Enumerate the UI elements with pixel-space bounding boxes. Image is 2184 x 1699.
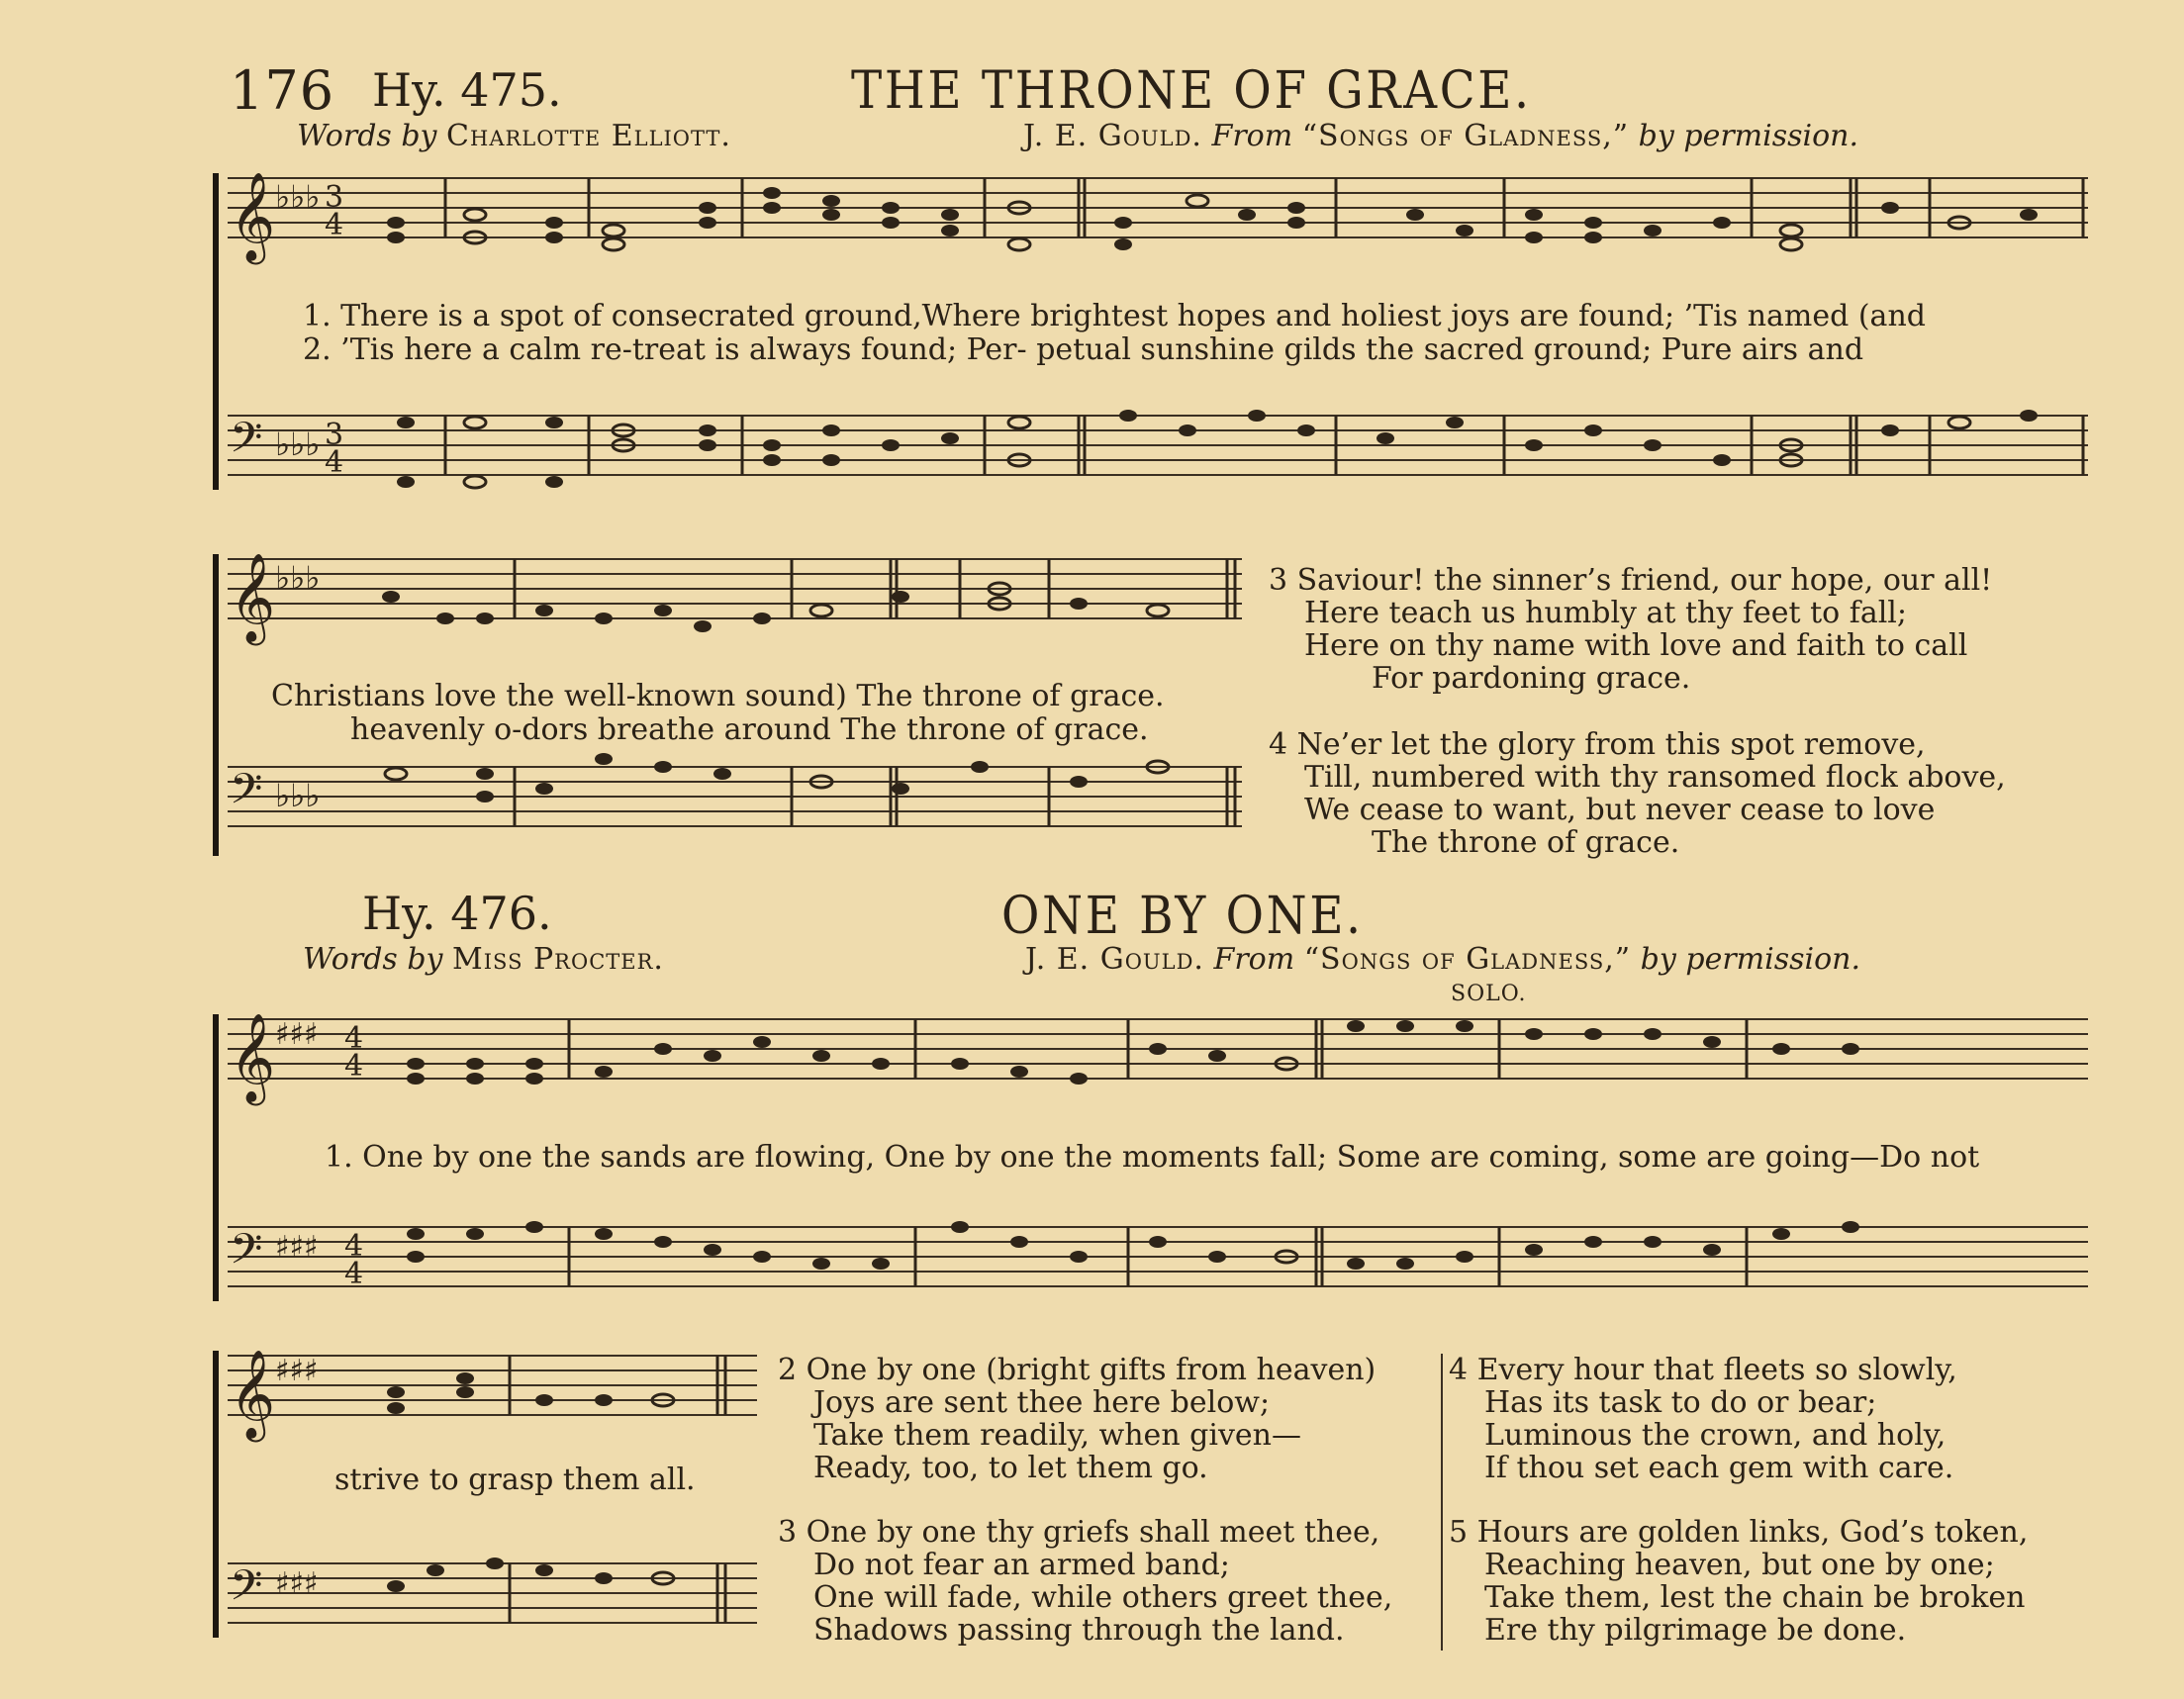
- svg-text:4: 4: [344, 1229, 364, 1264]
- verse-line: Take them readily, when given—: [813, 1418, 1301, 1453]
- verse-line: Reaching heaven, but one by one;: [1484, 1548, 1995, 1582]
- hymn-title: ONE BY ONE.: [1001, 887, 1364, 946]
- lyricist-name: Miss Procter.: [452, 942, 664, 977]
- verse-line: Ready, too, to let them go.: [813, 1451, 1208, 1485]
- verse-3: [778, 1516, 1392, 1647]
- bass-clef-icon: 𝄢: [230, 414, 263, 473]
- svg-text:♭♭♭: ♭♭♭: [275, 777, 321, 814]
- treble-clef-icon: 𝄞: [230, 553, 276, 642]
- verse-2: [778, 1354, 1376, 1484]
- verse-4: [1449, 1354, 1957, 1484]
- verse-line: Till, numbered with thy ransomed flock above,: [1304, 760, 2006, 795]
- verse-line: Do not fear an armed band;: [813, 1548, 1230, 1582]
- permission-note: by permission.: [1638, 119, 1859, 153]
- svg-text:♯♯♯: ♯♯♯: [275, 1566, 319, 1601]
- verse-line: 4 Ne’er let the glory from this spot remove,: [1269, 727, 1926, 762]
- verse-line: 2 One by one (bright gifts from heaven): [778, 1353, 1377, 1387]
- svg-text:4: 4: [344, 1257, 364, 1291]
- hymn-title: THE THRONE OF GRACE.: [851, 61, 1532, 121]
- words-credit: [297, 119, 731, 153]
- verse-line: 5 Hours are golden links, God’s token,: [1449, 1515, 2029, 1550]
- from-label: From: [1211, 119, 1293, 153]
- lyrics-verse-1-line: strive to grasp them all.: [334, 1463, 696, 1497]
- lyrics-verse-1-line: Christians love the well-known sound) The throne of grace.: [271, 679, 1165, 713]
- treble-clef-icon: 𝄞: [230, 172, 276, 261]
- svg-text:4: 4: [325, 445, 344, 480]
- composer-credit: [1025, 942, 1860, 977]
- solo-label: SOLO.: [1451, 982, 1527, 1006]
- time-sig-top: 3: [325, 180, 344, 215]
- treble-notes: [387, 178, 2038, 250]
- flat-icon: ♭♭♭: [275, 425, 321, 463]
- verse-line: We cease to want, but never cease to love: [1304, 793, 1936, 827]
- from-label: From: [1213, 942, 1295, 977]
- verse-line: Here teach us humbly at thy feet to fall;: [1304, 596, 1908, 630]
- source-name: “Songs of Gladness,”: [1301, 119, 1630, 153]
- verse-line: For pardoning grace.: [1372, 661, 1691, 696]
- svg-text:4: 4: [344, 1021, 364, 1056]
- permission-note: by permission.: [1640, 942, 1861, 977]
- lyrics-verse-2-line: heavenly o-dors breathe around The throne of grace.: [350, 712, 1149, 747]
- hymn-number: Hy. 475.: [372, 63, 562, 117]
- treble-staff: [228, 178, 2088, 237]
- page-number: 176: [230, 59, 335, 122]
- flat-icon: ♭♭♭: [275, 559, 321, 597]
- svg-text:3: 3: [325, 418, 344, 452]
- words-by-label: Words by: [297, 119, 437, 153]
- composer-name: J. E. Gould.: [1023, 119, 1202, 153]
- verse-line: Take them, lest the chain be broken: [1484, 1580, 2026, 1615]
- sharp-icon: ♯♯♯: [275, 1354, 319, 1388]
- time-sig-bottom: 4: [325, 208, 344, 242]
- verse-line: Has its task to do or bear;: [1484, 1385, 1877, 1420]
- sharp-icon: ♯♯♯: [275, 1017, 319, 1052]
- verse-line: Ere thy pilgrimage be done.: [1484, 1613, 1907, 1648]
- verse-line: If thou set each gem with care.: [1484, 1451, 1954, 1485]
- column-divider: [1441, 1354, 1443, 1651]
- verse-line: Shadows passing through the land.: [813, 1613, 1345, 1648]
- bass-clef-icon: 𝄢: [230, 765, 263, 824]
- verse-line: One will fade, while others greet thee,: [813, 1580, 1393, 1615]
- lyrics-verse-1-line: 1. One by one the sands are flowing, One by one the moments fall; Some are coming, some are going—Do not: [325, 1140, 1980, 1175]
- verse-line: Joys are sent thee here below;: [813, 1385, 1271, 1420]
- music-system-4: [208, 1341, 762, 1657]
- verse-line: 3 Saviour! the sinner’s friend, our hope, our all!: [1269, 563, 1993, 598]
- bass-staff: [228, 416, 2088, 475]
- verse-line: 4 Every hour that fleets so slowly,: [1449, 1353, 1957, 1387]
- bass-notes: [397, 410, 2038, 488]
- lyricist-name: Charlotte Elliott.: [446, 119, 731, 153]
- bass-clef-icon: 𝄢: [230, 1225, 263, 1284]
- treble-clef-icon: 𝄞: [230, 1350, 276, 1439]
- source-name: “Songs of Gladness,”: [1303, 942, 1632, 977]
- svg-text:4: 4: [344, 1049, 364, 1084]
- treble-clef-icon: 𝄞: [230, 1013, 276, 1102]
- lyrics-verse-2-line: 2. ’Tis here a calm re-treat is always found; Per- petual sunshine gilds the sacred ground; Pure airs and: [303, 332, 1864, 367]
- verse-line: Here on thy name with love and faith to call: [1304, 628, 1968, 663]
- verse-5: [1449, 1516, 2028, 1647]
- flat-icon: ♭♭♭: [275, 178, 321, 216]
- verse-3: [1269, 564, 1992, 695]
- bass-clef-icon: 𝄢: [230, 1561, 263, 1621]
- svg-text:♯♯♯: ♯♯♯: [275, 1230, 319, 1265]
- verse-line: Luminous the crown, and holy,: [1484, 1418, 1947, 1453]
- composer-credit: [1023, 119, 1858, 153]
- verse-line: 3 One by one thy griefs shall meet thee,: [778, 1515, 1380, 1550]
- lyrics-verse-1-line: 1. There is a spot of consecrated ground,Where brightest hopes and holiest joys are found; ’Tis named (and: [303, 299, 1926, 333]
- hymn-number: Hy. 476.: [362, 887, 552, 940]
- composer-name: J. E. Gould.: [1025, 942, 1204, 977]
- words-credit: [303, 942, 664, 977]
- verse-4: [1269, 728, 2006, 859]
- verse-line: The throne of grace.: [1372, 825, 1680, 860]
- words-by-label: Words by: [303, 942, 443, 977]
